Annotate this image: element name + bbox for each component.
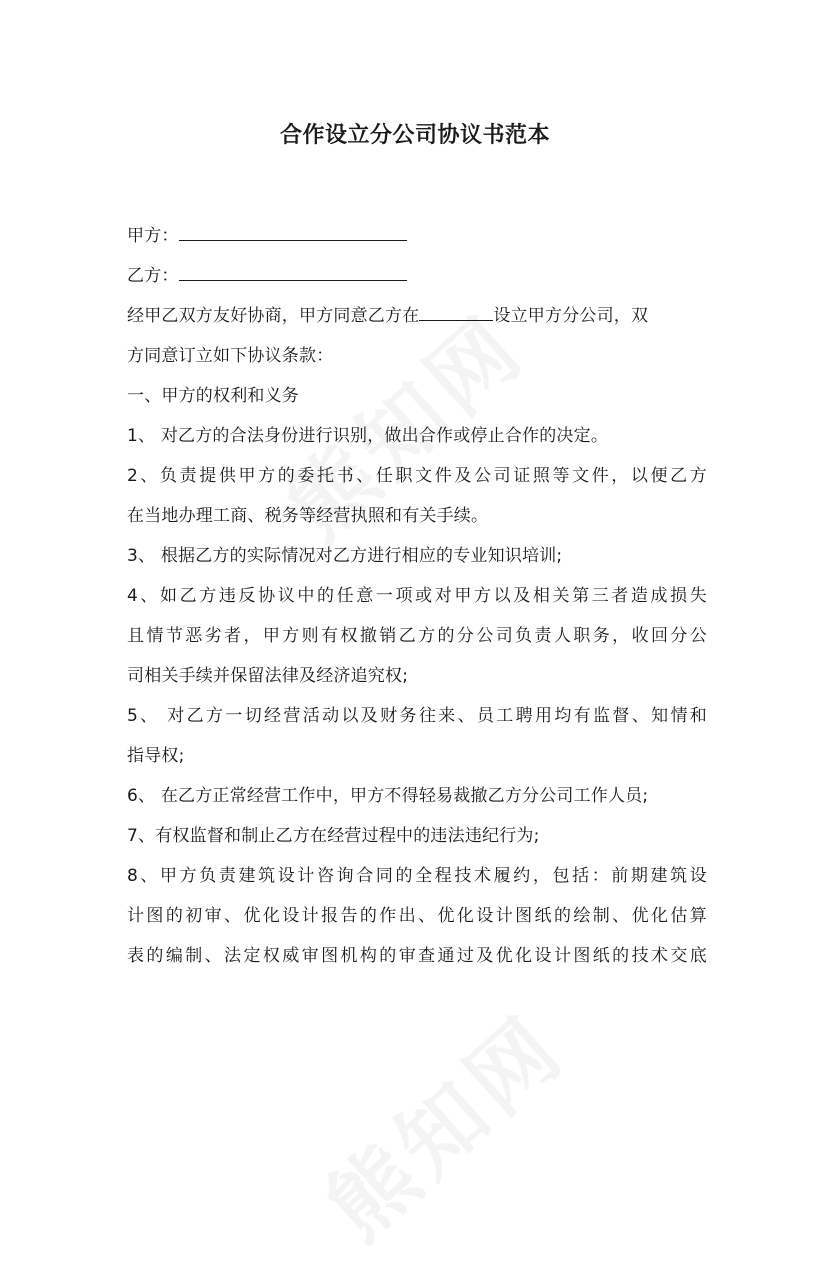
clause-line: 6、 在乙方正常经营工作中，甲方不得轻易裁撤乙方分公司工作人员; bbox=[127, 786, 649, 806]
clause-line: 且情节恶劣者，甲方则有权撤销乙方的分公司负责人职务，收回分公 bbox=[127, 626, 707, 646]
preamble-line-2: 方同意订立如下协议条款： bbox=[127, 346, 334, 366]
clause-line: 计图的初审、优化设计报告的作出、优化设计图纸的绘制、优化估算 bbox=[127, 906, 707, 926]
party-a-blank bbox=[179, 220, 407, 241]
party-a-line bbox=[127, 216, 707, 256]
clause-line: 在当地办理工商、税务等经营执照和有关手续。 bbox=[127, 506, 489, 526]
preamble-line-1 bbox=[127, 296, 707, 336]
party-b-label: 乙方： bbox=[127, 266, 179, 286]
clause-line: 2、负责提供甲方的委托书、任职文件及公司证照等文件，以便乙方 bbox=[127, 466, 707, 486]
clause-line: 指导权; bbox=[127, 746, 185, 766]
document-title: 合作设立分公司协议书范本 bbox=[279, 123, 550, 148]
clause-line: 表的编制、法定权威审图机构的审查通过及优化设计图纸的技术交底 bbox=[127, 946, 707, 966]
preamble-text-2: 设立甲方分公司，双 bbox=[493, 306, 649, 326]
clause-line: 5、 对乙方一切经营活动以及财务往来、员工聘用均有监督、知情和 bbox=[127, 706, 707, 726]
clause-line: 7、有权监督和制止乙方在经营过程中的违法违纪行为; bbox=[127, 826, 540, 846]
section-heading: 一、甲方的权利和义务 bbox=[127, 386, 299, 406]
clause-line: 4、如乙方违反协议中的任意一项或对甲方以及相关第三者造成损失 bbox=[127, 586, 707, 606]
document-body bbox=[127, 216, 707, 976]
party-a-label: 甲方： bbox=[127, 226, 179, 246]
party-b-blank bbox=[179, 260, 407, 281]
clause-list bbox=[127, 416, 707, 976]
preamble-text-1: 经甲乙双方友好协商，甲方同意乙方在 bbox=[127, 306, 420, 326]
clause-line: 1、 对乙方的合法身份进行识别，做出合作或停止合作的决定。 bbox=[127, 426, 609, 446]
location-blank bbox=[419, 300, 493, 321]
clause-line: 3、 根据乙方的实际情况对乙方进行相应的专业知识培训; bbox=[127, 546, 563, 566]
watermark bbox=[295, 982, 588, 1262]
clause-line: 8、甲方负责建筑设计咨询合同的全程技术履约，包括：前期建筑设 bbox=[127, 866, 707, 886]
clause-line: 司相关手续并保留法律及经济追究权; bbox=[127, 666, 409, 686]
party-b-line bbox=[127, 256, 707, 296]
